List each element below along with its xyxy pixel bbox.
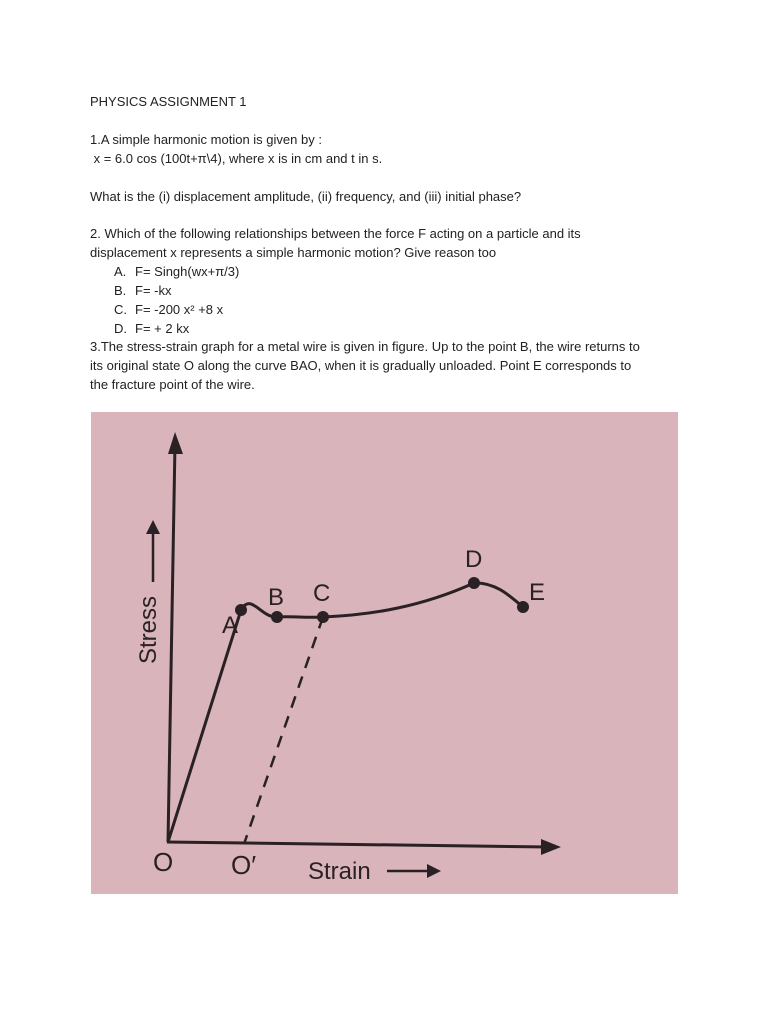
- assignment-title: PHYSICS ASSIGNMENT 1: [90, 94, 247, 109]
- question-1-ask: What is the (i) displacement amplitude, (ii) frequency, and (iii) initial phase?: [90, 189, 522, 204]
- point-b-marker: [271, 611, 283, 623]
- y-axis-arrowhead: [168, 432, 183, 454]
- option-text: F= Singh(wx+π/3): [135, 264, 240, 279]
- question-3: [90, 337, 690, 394]
- origin-label: O: [153, 847, 174, 877]
- point-e-label: E: [529, 579, 546, 606]
- question-2-options: [114, 262, 239, 338]
- x-label-arrow-icon: [387, 864, 441, 878]
- point-e-marker: [517, 601, 529, 613]
- option-item: [114, 262, 239, 281]
- option-letter: A.: [114, 264, 127, 279]
- offset-origin-label: O′: [231, 850, 257, 880]
- option-item: [114, 319, 239, 338]
- unloading-dashed-line: [244, 617, 323, 844]
- y-axis-label: Stress: [135, 595, 162, 664]
- question-1-equation: x = 6.0 cos (100t+π\4), where x is in cm and t in s.: [90, 151, 383, 166]
- option-item: [114, 281, 239, 300]
- question-3-line: its original state O along the curve BAO, when it is gradually unloaded. Point E corresponds to: [90, 358, 632, 373]
- option-letter: C.: [114, 302, 127, 317]
- point-a-label: A: [222, 612, 239, 639]
- question-2: [90, 224, 690, 262]
- point-d-marker: [468, 577, 480, 589]
- y-label-arrow-icon: [146, 520, 160, 582]
- option-text: F= -200 x² +8 x: [135, 302, 224, 317]
- stress-strain-diagram: [91, 412, 678, 894]
- option-letter: D.: [114, 321, 127, 336]
- x-axis: [167, 842, 549, 847]
- x-axis-label: Strain: [308, 858, 371, 885]
- y-axis: [168, 444, 175, 842]
- x-axis-arrowhead: [541, 839, 561, 855]
- option-item: [114, 300, 239, 319]
- question-1: [90, 130, 690, 168]
- question-1-line: 1.A simple harmonic motion is given by :: [90, 132, 322, 147]
- question-2-line: 2. Which of the following relationships between the force F acting on a particle and its: [90, 226, 581, 241]
- point-c-marker: [317, 611, 329, 623]
- point-b-label: B: [268, 584, 285, 611]
- option-text: F= -kx: [135, 283, 172, 298]
- point-c-label: C: [313, 580, 331, 607]
- option-text: F= + 2 kx: [135, 321, 190, 336]
- point-d-label: D: [465, 546, 483, 573]
- question-3-line: 3.The stress-strain graph for a metal wire is given in figure. Up to the point B, the wire returns to: [90, 339, 640, 354]
- question-3-line: the fracture point of the wire.: [90, 377, 255, 392]
- question-2-line: displacement x represents a simple harmonic motion? Give reason too: [90, 245, 497, 260]
- stress-strain-figure: [91, 412, 678, 894]
- option-letter: B.: [114, 283, 127, 298]
